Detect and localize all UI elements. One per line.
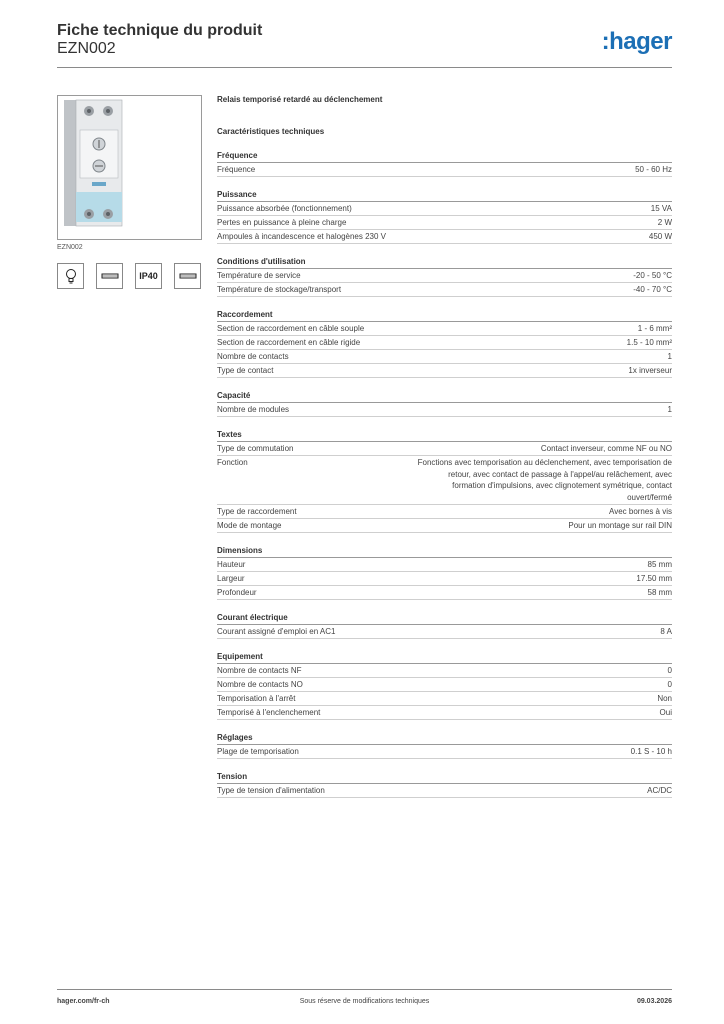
spec-label: Section de raccordement en câble souple bbox=[217, 324, 365, 333]
spec-section-heading: Tension bbox=[217, 771, 672, 784]
ip-rating-badge: IP40 bbox=[135, 263, 162, 289]
product-image-caption: EZN002 bbox=[57, 244, 83, 251]
light-bulb-icon bbox=[57, 263, 84, 289]
spec-value: 8 A bbox=[660, 627, 672, 636]
spec-section bbox=[217, 256, 672, 297]
spec-label: Nombre de modules bbox=[217, 405, 290, 414]
din-rail-icon bbox=[96, 263, 123, 289]
spec-row bbox=[217, 364, 672, 378]
spec-section-heading: Capacité bbox=[217, 390, 672, 403]
spec-row bbox=[217, 505, 672, 519]
spec-value: 50 - 60 Hz bbox=[635, 165, 672, 174]
spec-label: Section de raccordement en câble rigide bbox=[217, 338, 361, 347]
spec-value: 15 VA bbox=[650, 204, 672, 213]
spec-value: AC/DC bbox=[647, 786, 672, 795]
spec-section bbox=[217, 545, 672, 600]
spec-label: Puissance absorbée (fonctionnement) bbox=[217, 204, 352, 213]
spec-value: 0.1 S - 10 h bbox=[630, 747, 672, 756]
spec-label: Courant assigné d'emploi en AC1 bbox=[217, 627, 336, 636]
spec-row bbox=[217, 322, 672, 336]
footer-divider bbox=[57, 989, 672, 990]
spec-value: -20 - 50 °C bbox=[633, 271, 672, 280]
spec-section-heading: Equipement bbox=[217, 651, 672, 664]
spec-section-heading: Textes bbox=[217, 429, 672, 442]
page-header bbox=[57, 20, 672, 70]
spec-section bbox=[217, 651, 672, 720]
spec-value: 2 W bbox=[657, 218, 672, 227]
spec-section-heading: Raccordement bbox=[217, 309, 672, 322]
spec-label: Type de contact bbox=[217, 366, 274, 375]
spec-row bbox=[217, 784, 672, 798]
spec-section bbox=[217, 429, 672, 533]
spec-section bbox=[217, 732, 672, 759]
spec-label: Fonction bbox=[217, 458, 248, 467]
spec-value: 58 mm bbox=[647, 588, 672, 597]
spec-value: 17.50 mm bbox=[636, 574, 672, 583]
spec-value: Avec bornes à vis bbox=[609, 507, 672, 516]
spec-section-heading: Puissance bbox=[217, 189, 672, 202]
spec-label: Type de raccordement bbox=[217, 507, 297, 516]
spec-row bbox=[217, 625, 672, 639]
spec-section bbox=[217, 771, 672, 798]
spec-row bbox=[217, 336, 672, 350]
spec-value: Fonctions avec temporisation au déclenchement, avec temporisation de retour, avec contact de passage à l'appel/au relâchement, avec formation d'impulsions, avec clignotement symétrique, contact ouvert/fermé bbox=[417, 458, 672, 502]
spec-row bbox=[217, 269, 672, 283]
header-divider bbox=[57, 67, 672, 68]
spec-value: Oui bbox=[659, 708, 672, 717]
spec-label: Fréquence bbox=[217, 165, 256, 174]
spec-value: Non bbox=[657, 694, 672, 703]
spec-row bbox=[217, 586, 672, 600]
product-image bbox=[57, 95, 202, 240]
spec-row bbox=[217, 442, 672, 456]
document-title: Fiche technique du produit bbox=[57, 22, 263, 39]
spec-value: 1 bbox=[667, 405, 672, 414]
spec-row bbox=[217, 519, 672, 533]
spec-label: Pertes en puissance à pleine charge bbox=[217, 218, 347, 227]
spec-row bbox=[217, 216, 672, 230]
spec-value: Pour un montage sur rail DIN bbox=[568, 521, 672, 530]
spec-row bbox=[217, 706, 672, 720]
spec-label: Largeur bbox=[217, 574, 245, 583]
spec-label: Mode de montage bbox=[217, 521, 282, 530]
spec-value: 0 bbox=[667, 666, 672, 675]
spec-section bbox=[217, 390, 672, 417]
technical-specifications bbox=[217, 94, 672, 798]
spec-label: Temporisé à l'enclenchement bbox=[217, 708, 321, 717]
spec-section bbox=[217, 150, 672, 177]
spec-label: Hauteur bbox=[217, 560, 246, 569]
spec-value: -40 - 70 °C bbox=[633, 285, 672, 294]
spec-row bbox=[217, 202, 672, 216]
spec-value: 450 W bbox=[648, 232, 672, 241]
spec-label: Type de commutation bbox=[217, 444, 294, 453]
spec-value: 1 - 6 mm² bbox=[637, 324, 672, 333]
footer-notice: Sous réserve de modifications techniques bbox=[299, 998, 430, 1005]
footer-website-link[interactable]: hager.com/fr-ch bbox=[57, 998, 110, 1005]
din-rail-icon bbox=[174, 263, 201, 289]
specifications-heading: Caractéristiques techniques bbox=[217, 127, 325, 136]
spec-row bbox=[217, 403, 672, 417]
product-description: Relais temporisé retardé au déclenchement bbox=[217, 95, 383, 104]
spec-row bbox=[217, 572, 672, 586]
spec-row bbox=[217, 163, 672, 177]
spec-value: 1x inverseur bbox=[628, 366, 672, 375]
spec-label: Profondeur bbox=[217, 588, 257, 597]
spec-section bbox=[217, 189, 672, 244]
spec-row bbox=[217, 558, 672, 572]
product-reference: EZN002 bbox=[57, 40, 116, 57]
spec-label: Type de tension d'alimentation bbox=[217, 786, 325, 795]
spec-label: Nombre de contacts bbox=[217, 352, 289, 361]
spec-row bbox=[217, 350, 672, 364]
spec-section-heading: Fréquence bbox=[217, 150, 672, 163]
spec-section-heading: Dimensions bbox=[217, 545, 672, 558]
spec-value: 0 bbox=[667, 680, 672, 689]
spec-section-heading: Conditions d'utilisation bbox=[217, 256, 672, 269]
spec-section-heading: Réglages bbox=[217, 732, 672, 745]
spec-value: Contact inverseur, comme NF ou NO bbox=[540, 444, 672, 453]
spec-row bbox=[217, 664, 672, 678]
spec-row bbox=[217, 456, 672, 505]
spec-label: Température de stockage/transport bbox=[217, 285, 342, 294]
spec-row bbox=[217, 745, 672, 759]
spec-row bbox=[217, 692, 672, 706]
spec-label: Plage de temporisation bbox=[217, 747, 299, 756]
spec-label: Température de service bbox=[217, 271, 301, 280]
spec-label: Temporisation à l'arrêt bbox=[217, 694, 296, 703]
spec-sections bbox=[217, 150, 672, 798]
spec-section bbox=[217, 612, 672, 639]
spec-value: 1 bbox=[667, 352, 672, 361]
spec-value: 85 mm bbox=[647, 560, 672, 569]
spec-label: Ampoules à incandescence et halogènes 230 V bbox=[217, 232, 387, 241]
spec-section-heading: Courant électrique bbox=[217, 612, 672, 625]
product-feature-icons bbox=[57, 263, 200, 289]
relay-module-illustration bbox=[58, 96, 201, 239]
spec-row bbox=[217, 283, 672, 297]
page-footer bbox=[57, 998, 672, 1010]
hager-logo[interactable]: :hager bbox=[601, 28, 672, 55]
spec-label: Nombre de contacts NF bbox=[217, 666, 302, 675]
spec-label: Nombre de contacts NO bbox=[217, 680, 303, 689]
spec-row bbox=[217, 230, 672, 244]
footer-date: 09.03.2026 bbox=[636, 998, 672, 1005]
spec-section bbox=[217, 309, 672, 378]
spec-value: 1.5 - 10 mm² bbox=[626, 338, 672, 347]
spec-row bbox=[217, 678, 672, 692]
